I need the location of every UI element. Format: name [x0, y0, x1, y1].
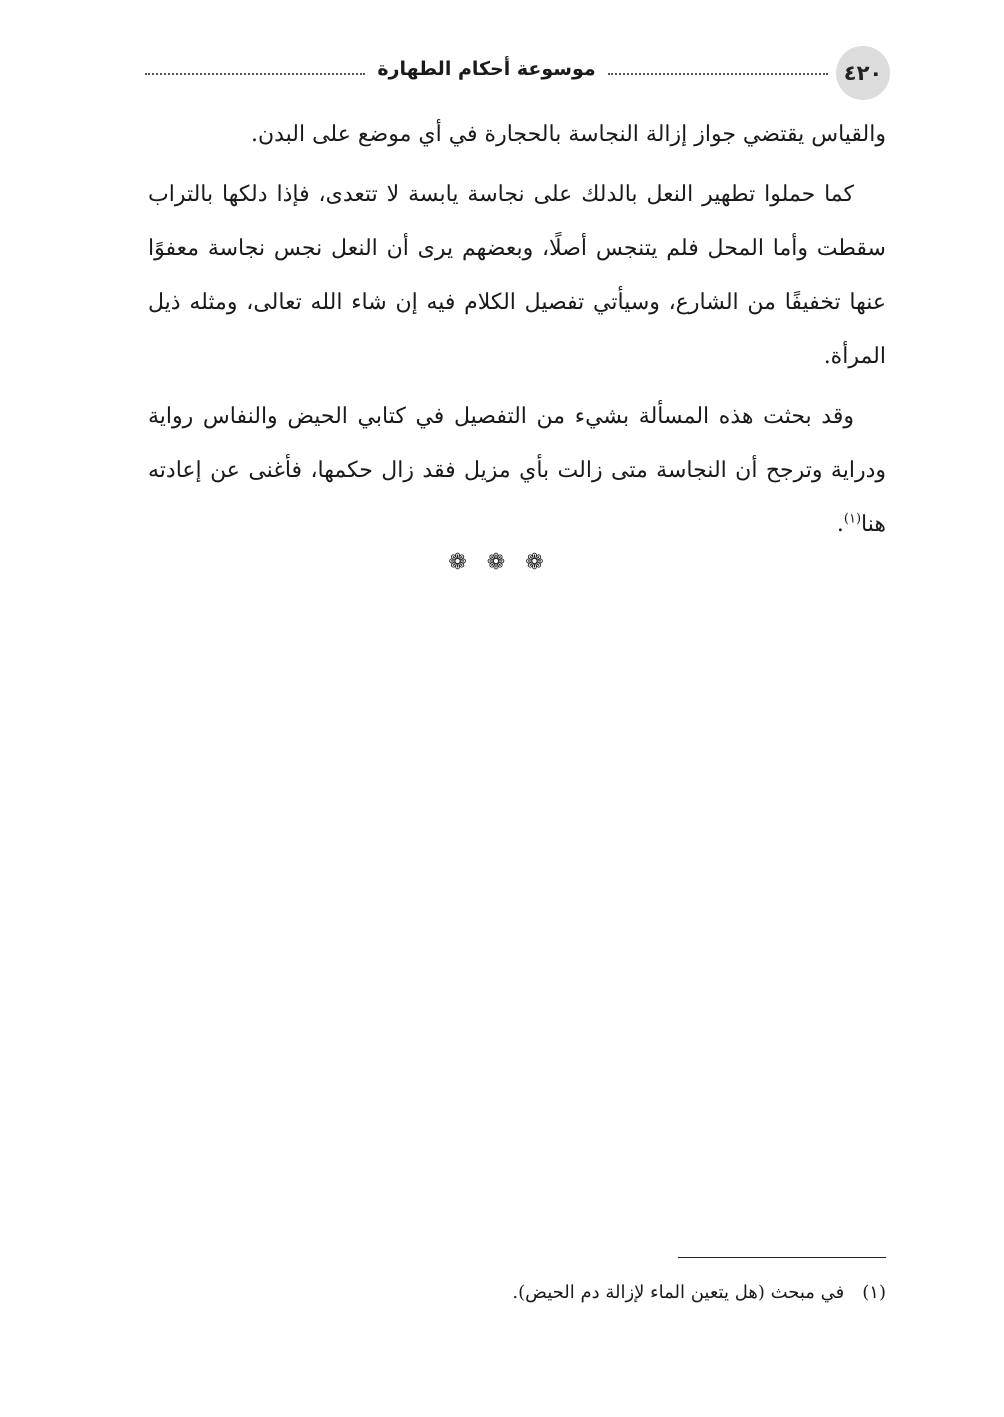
paragraph-2: كما حملوا تطهير النعل بالدلك على نجاسة يابسة لا تتعدى، فإذا دلكها بالتراب سقطت وأما المحل فلم يتنجس أصلًا، وبعضهم يرى أن النعل نجس نجاسة معفوًا عنها تخفيفًا من الشارع، وسيأتي تفصيل الكلام فيه إن شاء الله تعالى، ومثله ذيل المرأة.	[148, 182, 886, 369]
footnote-reference[interactable]: (١)	[843, 511, 862, 527]
dotted-leader-left	[145, 73, 365, 75]
paragraph-3	[148, 390, 886, 552]
running-head	[145, 58, 828, 80]
footnote-separator	[678, 1257, 886, 1258]
paragraph-3-text: وقد بحثت هذه المسألة بشيء من التفصيل في كتابي الحيض والنفاس رواية ودراية وترجح أن النجاسة متى زالت بأي مزيل فقد زال حكمها، فأغنى عن إعادته هنا	[148, 404, 886, 537]
main-text	[148, 108, 886, 558]
footnote-number: (١)	[862, 1282, 886, 1303]
paragraph-1: والقياس يقتضي جواز إزالة النجاسة بالحجارة في أي موضع على البدن.	[250, 122, 886, 147]
flower-ornament-icon: ❁	[448, 550, 479, 575]
flower-ornament-icon: ❁	[486, 550, 518, 575]
book-title: موسوعة أحكام الطهارة	[377, 58, 596, 80]
flower-ornament-icon: ❁	[525, 550, 556, 575]
page-number-badge: ٤٢٠	[836, 46, 890, 100]
paragraph-3-end: .	[836, 512, 844, 537]
footnote	[148, 1276, 886, 1310]
footnote-text: في مبحث (هل يتعين الماء لإزالة دم الحيض).	[512, 1282, 845, 1303]
page-header	[145, 44, 890, 100]
dotted-leader-right	[608, 73, 828, 75]
section-ornament	[0, 550, 1004, 575]
